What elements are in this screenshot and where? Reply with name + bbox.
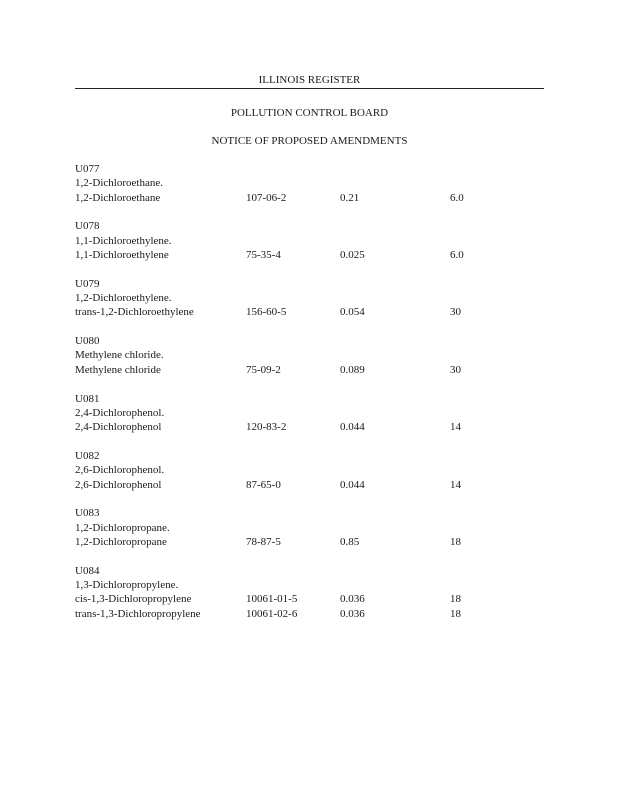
nonwastewater-standard: 18: [450, 593, 461, 606]
cas-number: 75-35-4: [246, 248, 281, 261]
cas-number: 120-83-2: [246, 421, 287, 434]
wastewater-standard: 0.21: [340, 191, 360, 204]
waste-group-name: 2,6-Dichlorophenol.: [75, 464, 165, 477]
waste-group-name: 1,3-Dichloropropylene.: [75, 579, 179, 592]
wastewater-standard: 0.044: [340, 478, 365, 491]
wastewater-standard: 0.044: [340, 421, 365, 434]
wastewater-standard: 0.036: [340, 607, 365, 620]
cas-number: 78-87-5: [246, 535, 281, 548]
constituent-name: Methylene chloride: [75, 363, 161, 376]
nonwastewater-standard: 14: [450, 421, 461, 434]
wastewater-standard: 0.025: [340, 248, 365, 261]
nonwastewater-standard: 30: [450, 363, 461, 376]
constituent-name: 1,1-Dichloroethylene: [75, 248, 169, 261]
notice-title: NOTICE OF PROPOSED AMENDMENTS: [211, 135, 408, 147]
waste-code: U082: [75, 449, 100, 462]
nonwastewater-standard: 14: [450, 478, 461, 491]
waste-code: U080: [75, 335, 100, 348]
cas-number: 75-09-2: [246, 363, 281, 376]
constituent-name: trans-1,2-Dichloroethylene: [75, 306, 194, 319]
wastewater-standard: 0.089: [340, 363, 365, 376]
waste-group-name: 2,4-Dichlorophenol.: [75, 406, 165, 419]
nonwastewater-standard: 6.0: [450, 248, 464, 261]
constituent-name: 1,2-Dichloropropane: [75, 535, 167, 548]
nonwastewater-standard: 6.0: [450, 191, 464, 204]
header-divider: [75, 88, 544, 89]
waste-group-name: 1,2-Dichloroethylene.: [75, 292, 172, 305]
wastewater-standard: 0.054: [340, 306, 365, 319]
waste-code: U081: [75, 392, 100, 405]
waste-code: U084: [75, 564, 100, 577]
constituent-name: 2,6-Dichlorophenol: [75, 478, 162, 491]
constituent-row: [75, 363, 544, 377]
waste-code: U079: [75, 277, 100, 290]
constituent-row: [75, 420, 544, 434]
waste-group-name: Methylene chloride.: [75, 349, 164, 362]
waste-entry: [75, 219, 544, 262]
waste-entry: [75, 449, 544, 492]
waste-entry: [75, 277, 544, 320]
waste-entry: [75, 162, 544, 205]
wastewater-standard: 0.036: [340, 593, 365, 606]
cas-number: 10061-01-5: [246, 593, 298, 606]
waste-group-name: 1,2-Dichloropropane.: [75, 521, 170, 534]
board-title: POLLUTION CONTROL BOARD: [230, 107, 389, 119]
register-title: ILLINOIS REGISTER: [258, 74, 361, 86]
waste-entry: [75, 334, 544, 377]
wastewater-standard: 0.85: [340, 535, 360, 548]
constituent-row: [75, 535, 544, 549]
constituent-name: cis-1,3-Dichloropropylene: [75, 593, 192, 606]
waste-group-name: 1,2-Dichloroethane.: [75, 177, 163, 190]
constituent-name: 1,2-Dichloroethane: [75, 191, 161, 204]
constituent-row: [75, 478, 544, 492]
cas-number: 87-65-0: [246, 478, 281, 491]
nonwastewater-standard: 30: [450, 306, 461, 319]
nonwastewater-standard: 18: [450, 607, 461, 620]
waste-code-list: [75, 162, 544, 635]
constituent-name: 2,4-Dichlorophenol: [75, 421, 162, 434]
cas-number: 10061-02-6: [246, 607, 298, 620]
constituent-row: [75, 607, 544, 621]
waste-code: U078: [75, 220, 100, 233]
waste-code: U077: [75, 163, 100, 175]
cas-number: 107-06-2: [246, 191, 287, 204]
constituent-row: [75, 191, 544, 205]
waste-entry: [75, 506, 544, 549]
constituent-name: trans-1,3-Dichloropropylene: [75, 607, 201, 620]
waste-entry: [75, 392, 544, 435]
nonwastewater-standard: 18: [450, 535, 461, 548]
cas-number: 156-60-5: [246, 306, 287, 319]
constituent-row: [75, 592, 544, 606]
waste-code: U083: [75, 507, 100, 520]
constituent-row: [75, 305, 544, 319]
waste-group-name: 1,1-Dichloroethylene.: [75, 234, 172, 247]
constituent-row: [75, 248, 544, 262]
waste-entry: [75, 564, 544, 621]
